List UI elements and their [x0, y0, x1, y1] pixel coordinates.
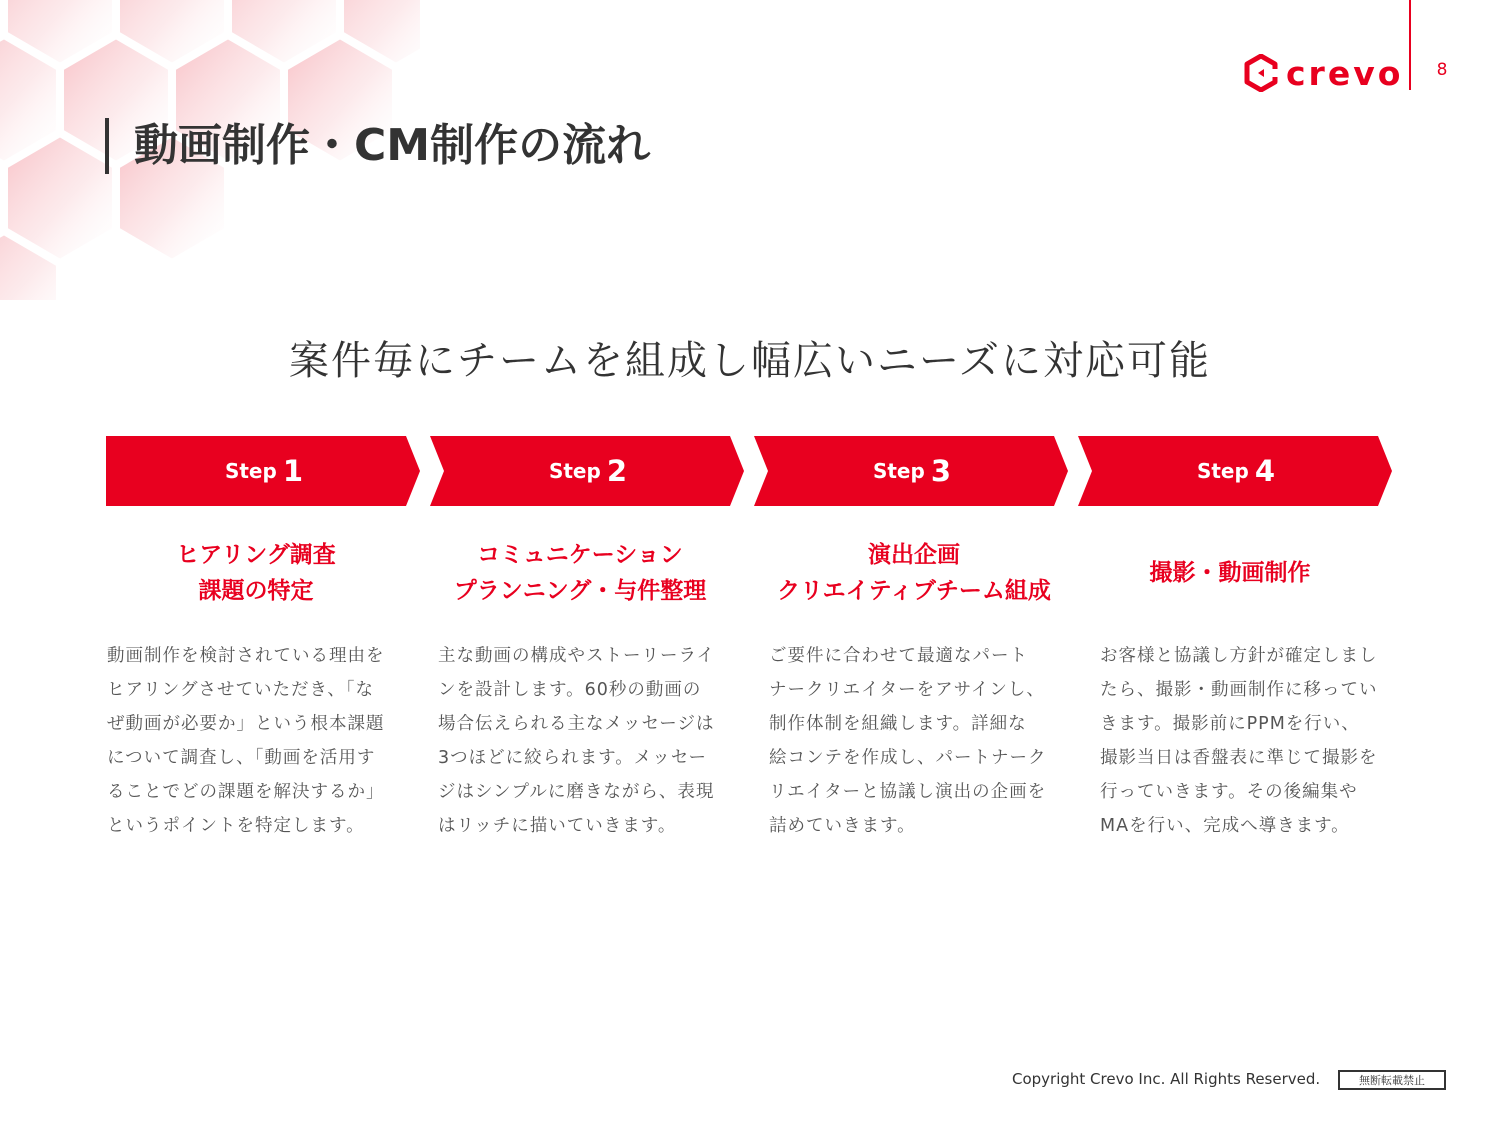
title-accent-bar [105, 118, 109, 174]
step-1-description [107, 639, 397, 843]
step-3-number: 3 [930, 454, 952, 488]
step-4-desc-line: 行っていきます。その後編集や [1100, 782, 1358, 802]
header-divider [1409, 0, 1411, 90]
step-4-desc-line: たら、撮影・動画制作に移ってい [1100, 680, 1378, 700]
step-3-heading [756, 534, 1072, 612]
step-3-description [769, 639, 1059, 843]
step-1-heading [98, 534, 414, 612]
step-3-word: Step [872, 459, 925, 483]
step-1-desc-line: というポイントを特定します。 [107, 816, 365, 836]
step-4-number: 4 [1254, 454, 1276, 488]
step-3-heading-line: クリエイティブチーム組成 [777, 578, 1051, 604]
step-3-heading-line: 演出企画 [867, 542, 960, 568]
step-4-word: Step [1196, 459, 1249, 483]
step-3-desc-line: ご要件に合わせて最適なパート [769, 646, 1028, 666]
step-1-heading-line: 課題の特定 [198, 578, 314, 604]
step-2-desc-line: ジはシンプルに磨きながら、表現 [438, 782, 715, 802]
step-2-number: 2 [606, 454, 628, 488]
step-1-desc-line: について調査し、「動画を活用す [107, 748, 376, 768]
page-number: 8 [1436, 60, 1448, 80]
step-1-desc-line: ヒアリングさせていただき、「な [107, 680, 374, 700]
step-3-desc-line: 制作体制を組織します。詳細な [769, 714, 1027, 734]
step-1-word: Step [224, 459, 277, 483]
crevo-logo [1244, 52, 1403, 94]
step-3-desc-line: 詰めていきます。 [769, 816, 916, 836]
step-1-desc-line: ぜ動画が必要か」という根本課題 [107, 714, 385, 734]
step-2-arrow [430, 436, 746, 506]
step-1-desc-line: 動画制作を検討されている理由を [107, 646, 385, 666]
step-4-desc-line: 撮影当日は香盤表に準じて撮影を [1100, 748, 1378, 768]
step-2-desc-line: 場合伝えられる主なメッセージは [438, 714, 715, 734]
step-4-arrow [1078, 436, 1394, 506]
step-4-heading-line: 撮影・動画制作 [1149, 560, 1311, 586]
step-1-heading-line: ヒアリング調査 [176, 542, 336, 568]
page-subtitle: 案件毎にチームを組成し幅広いニーズに対応可能 [289, 338, 1211, 384]
step-2-desc-line: 3つほどに絞られます。メッセー [438, 748, 708, 768]
step-3-desc-line: リエイターと協議し演出の企画を [769, 782, 1047, 802]
step-3-desc-line: 絵コンテを作成し、パートナーク [769, 748, 1047, 768]
step-4-description [1100, 639, 1390, 843]
step-4-desc-line: お客様と協議し方針が確定しまし [1100, 646, 1378, 666]
step-2-description [438, 639, 728, 843]
step-3-arrow [754, 436, 1070, 506]
step-4-desc-line: きます。撮影前にPPMを行い、 [1100, 714, 1360, 734]
step-4-heading [1072, 534, 1388, 612]
step-1-number: 1 [282, 454, 304, 488]
step-4-desc-line: MAを行い、完成へ導きます。 [1100, 816, 1350, 836]
logo-text: crevo [1286, 53, 1404, 93]
step-1-arrow [106, 436, 422, 506]
step-1-desc-line: ることでどの課題を解決するか」 [107, 782, 385, 802]
no-reprint-badge: 無断転載禁止 [1338, 1070, 1446, 1090]
step-2-desc-line: ンを設計します。60秒の動画の [438, 680, 702, 700]
page-title: 動画制作・CM制作の流れ [134, 120, 651, 171]
step-2-word: Step [548, 459, 601, 483]
step-2-heading-line: コミュニケーション [477, 542, 683, 568]
copyright-text: Copyright Crevo Inc. All Rights Reserved. [1012, 1070, 1321, 1088]
crevo-logo-mark-icon [1244, 54, 1278, 92]
step-3-desc-line: ナークリエイターをアサインし、 [769, 680, 1045, 700]
step-2-heading-line: プランニング・与件整理 [453, 578, 707, 604]
step-2-desc-line: 主な動画の構成やストーリーライ [438, 646, 715, 666]
step-2-desc-line: はリッチに描いていきます。 [438, 816, 677, 836]
step-2-heading [422, 534, 738, 612]
